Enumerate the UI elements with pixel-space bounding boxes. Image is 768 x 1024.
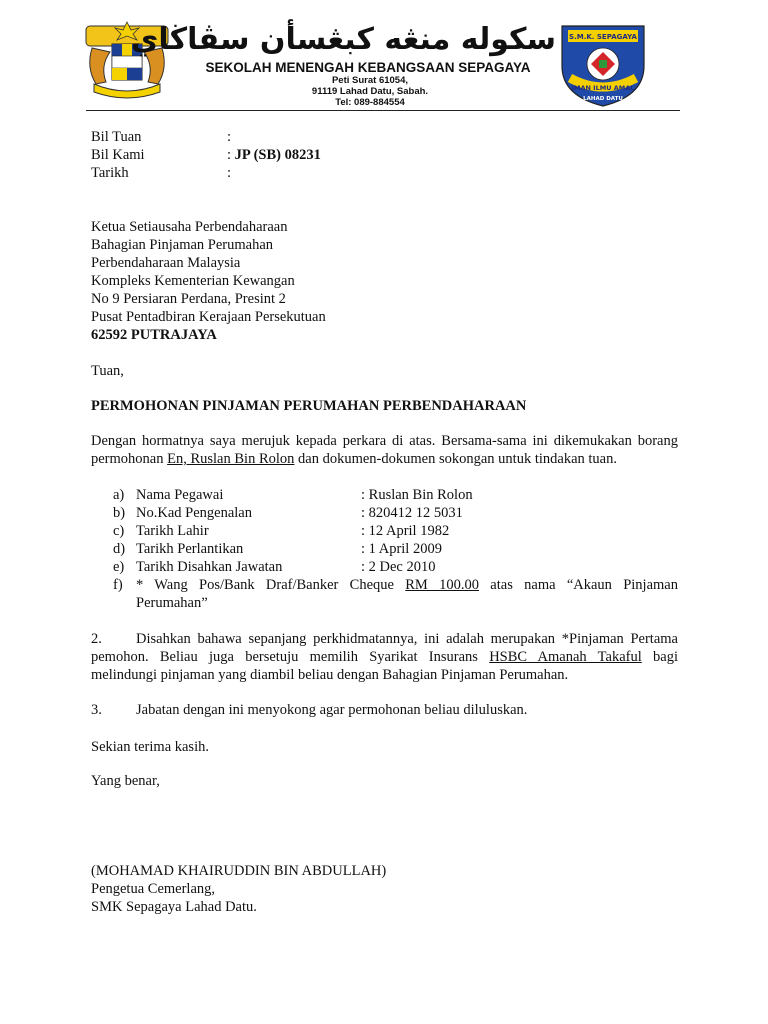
school-badge-logo bbox=[556, 22, 650, 108]
detail-label: No.Kad Pengenalan bbox=[136, 505, 252, 521]
bil-kami-value bbox=[227, 146, 321, 164]
closing-thanks: Sekian terima kasih. bbox=[91, 739, 209, 755]
insurer-name: HSBC Amanah Takaful bbox=[489, 649, 642, 665]
recipient-line-3: Perbendaharaan Malaysia bbox=[91, 255, 241, 271]
payment-text-before: * Wang Pos/Bank Draf/Banker Cheque bbox=[136, 577, 406, 593]
para-3-text: Jabatan dengan ini menyokong agar permohonan beliau diluluskan. bbox=[136, 702, 528, 718]
recipient-line-5: No 9 Persiaran Perdana, Presint 2 bbox=[91, 291, 286, 307]
para-2-number: 2. bbox=[91, 631, 102, 647]
detail-marker: a) bbox=[113, 487, 125, 503]
signatory-name: (MOHAMAD KHAIRUDDIN BIN ABDULLAH) bbox=[91, 863, 387, 879]
para-2-line-2 bbox=[91, 648, 678, 666]
recipient-line-1: Ketua Setiausaha Perbendaharaan bbox=[91, 219, 288, 235]
bil-kami-colon: : bbox=[227, 147, 235, 163]
detail-label: Tarikh Disahkan Jawatan bbox=[136, 559, 283, 575]
bil-kami-label: Bil Kami bbox=[91, 147, 145, 163]
payment-line-1 bbox=[136, 576, 678, 594]
detail-label: Nama Pegawai bbox=[136, 487, 224, 503]
letterhead-divider bbox=[86, 110, 680, 111]
intro-line-1: Dengan hormatnya saya merujuk kepada perkara di atas. Bersama-sama ini dikemukakan borang bbox=[91, 433, 678, 449]
para-3-number: 3. bbox=[91, 702, 102, 718]
detail-value: : 820412 12 5031 bbox=[361, 505, 463, 521]
intro-line-2 bbox=[91, 450, 617, 468]
recipient-line-7: 62592 PUTRAJAYA bbox=[91, 327, 217, 343]
applicant-name: En, Ruslan Bin Rolon bbox=[167, 451, 295, 467]
intro-text-after: dan dokumen-dokumen sokongan untuk tindakan tuan. bbox=[294, 451, 617, 467]
school-name: SEKOLAH MENENGAH KEBANGSAAN SEPAGAYA bbox=[205, 60, 531, 75]
bil-tuan-value: : bbox=[227, 129, 232, 145]
payment-line-2: Perumahan” bbox=[136, 595, 208, 611]
recipient-line-2: Bahagian Pinjaman Perumahan bbox=[91, 237, 274, 253]
logo-bottom-text: LAHAD DATU bbox=[583, 96, 623, 102]
para-2-text-before: pemohon. Beliau juga bersetuju memilih Syarikat Insurans bbox=[91, 649, 490, 665]
detail-marker: c) bbox=[113, 523, 125, 539]
para-2-line-3: melindungi pinjaman yang diambil beliau dengan Bahagian Pinjaman Perumahan. bbox=[91, 667, 569, 683]
logo-motto-text: IMAN ILMU AMAL bbox=[571, 84, 635, 92]
tarikh-label: Tarikh bbox=[91, 165, 129, 181]
subject-heading: PERMOHONAN PINJAMAN PERUMAHAN PERBENDAHARAAN bbox=[91, 398, 527, 414]
detail-value: : Ruslan Bin Rolon bbox=[361, 487, 473, 503]
payment-amount: RM 100.00 bbox=[405, 577, 479, 593]
payment-text-after: atas nama “Akaun Pinjaman bbox=[479, 577, 678, 593]
bil-kami-reference: JP (SB) 08231 bbox=[234, 147, 321, 163]
detail-marker: f) bbox=[113, 577, 123, 593]
detail-label: Tarikh Lahir bbox=[136, 523, 209, 539]
para-2-line-1: Disahkan bahawa sepanjang perkhidmatannya, ini adalah merupakan *Pinjaman Pertama bbox=[136, 631, 678, 647]
signatory-organisation: SMK Sepagaya Lahad Datu. bbox=[91, 899, 257, 915]
school-name-jawi: سکوله منڠه کبڠسأن سڤاڬاي bbox=[130, 22, 556, 57]
school-address-line-2: 91119 Lahad Datu, Sabah. bbox=[311, 86, 429, 97]
detail-marker: b) bbox=[113, 505, 126, 521]
detail-value: : 1 April 2009 bbox=[361, 541, 442, 557]
closing-regards: Yang benar, bbox=[91, 773, 160, 789]
recipient-line-6: Pusat Pentadbiran Kerajaan Persekutuan bbox=[91, 309, 326, 325]
detail-value: : 2 Dec 2010 bbox=[361, 559, 436, 575]
school-address-line-1: Peti Surat 61054, bbox=[331, 75, 409, 86]
detail-label: Tarikh Perlantikan bbox=[136, 541, 244, 557]
bil-tuan-label: Bil Tuan bbox=[91, 129, 142, 145]
intro-text-before: permohonan bbox=[91, 451, 168, 467]
para-2-text-after: bagi bbox=[641, 649, 678, 665]
signatory-title: Pengetua Cemerlang, bbox=[91, 881, 216, 897]
detail-value: : 12 April 1982 bbox=[361, 523, 450, 539]
logo-top-text: S.M.K. SEPAGAYA bbox=[569, 33, 637, 41]
tarikh-value: : bbox=[227, 165, 232, 181]
school-telephone: Tel: 089-884554 bbox=[335, 97, 405, 108]
salutation: Tuan, bbox=[91, 363, 124, 379]
detail-marker: d) bbox=[113, 541, 126, 557]
recipient-line-4: Kompleks Kementerian Kewangan bbox=[91, 273, 295, 289]
detail-marker: e) bbox=[113, 559, 125, 575]
